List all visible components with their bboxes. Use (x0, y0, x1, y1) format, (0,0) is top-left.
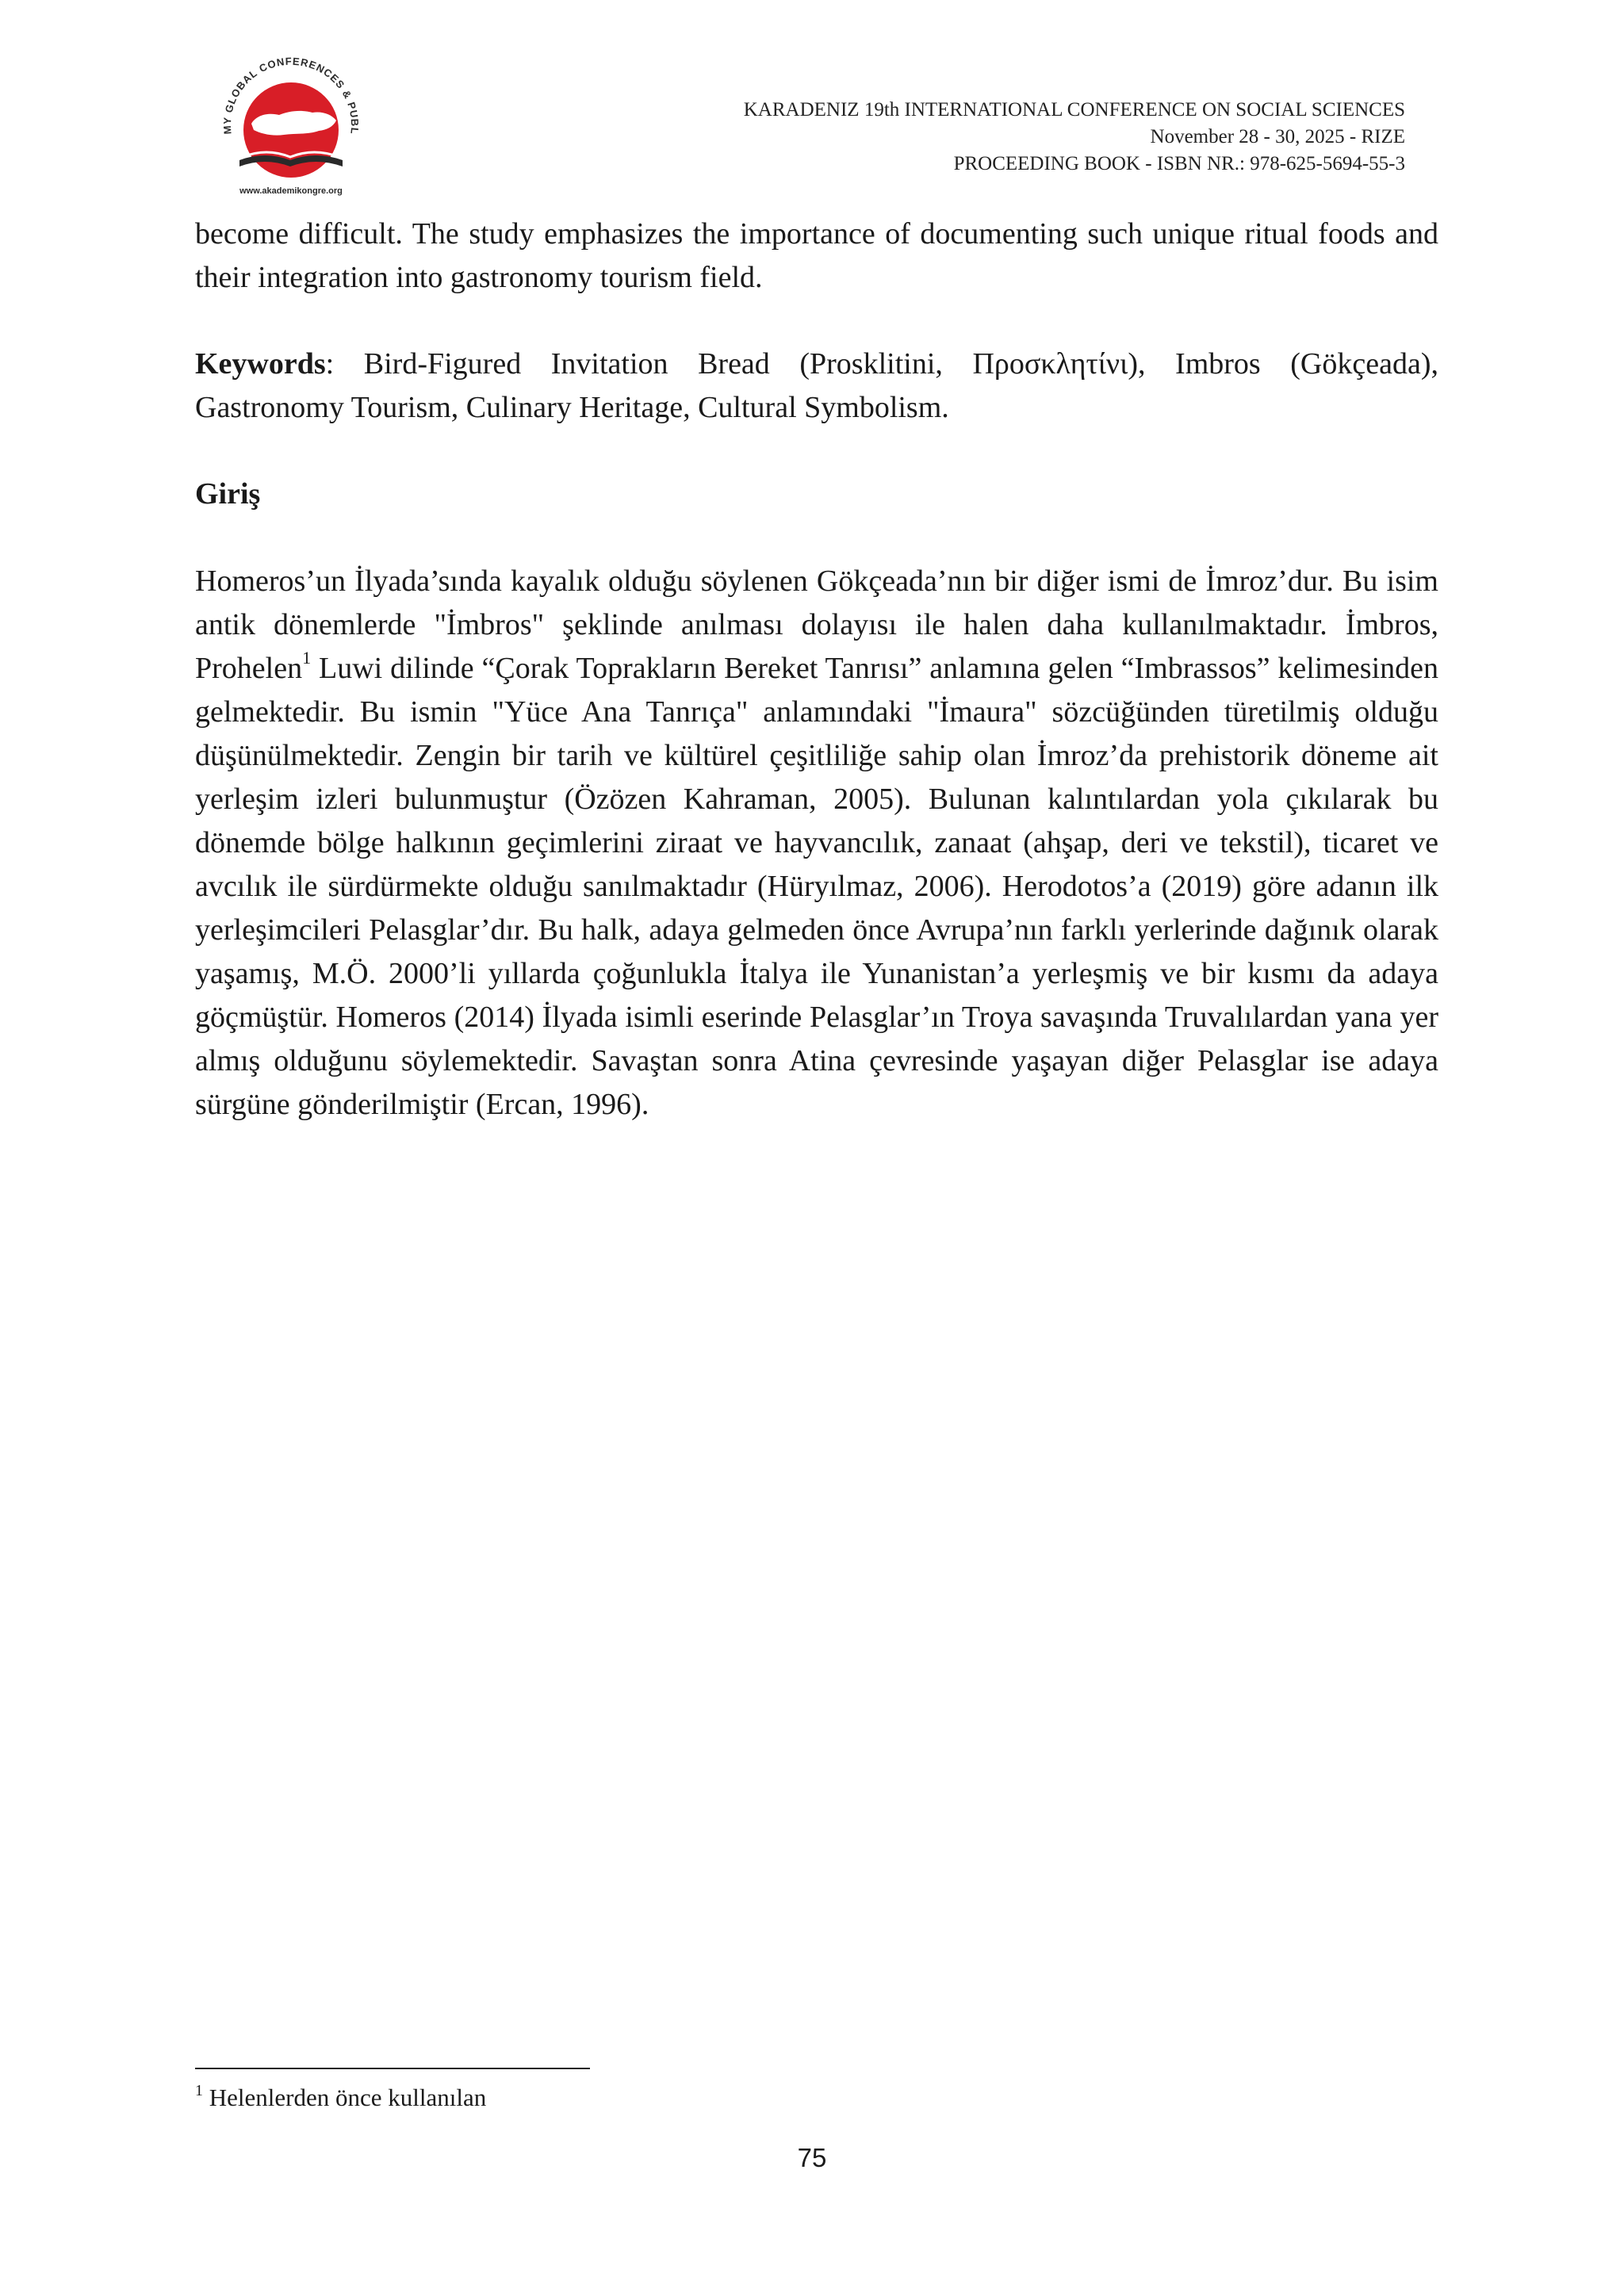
footnote-separator (195, 2068, 590, 2069)
keywords-text: : Bird-Figured Invitation Bread (Prosklitini, Προσκλητίνι), Imbros (Gökçeada), Gastronomy Tourism, Culinary Heritage, Cultural Symbolism. (195, 347, 1438, 424)
keywords-paragraph (195, 342, 1438, 430)
page-body (195, 212, 1438, 1127)
running-header (744, 97, 1405, 178)
header-isbn: PROCEEDING BOOK - ISBN NR.: 978-625-5694-55-3 (953, 153, 1405, 174)
page-number: 75 (797, 2143, 827, 2172)
keywords-label: Keywords (195, 347, 326, 381)
footnote-number: 1 (195, 2081, 203, 2099)
section-heading: Giriş (195, 477, 261, 511)
header-conference-title: KARADENIZ 19th INTERNATIONAL CONFERENCE ON SOCIAL SCIENCES (743, 99, 1405, 121)
footnote-text: Helenlerden önce kullanılan (203, 2084, 487, 2111)
footnote (195, 2082, 486, 2114)
logo-url-text: www.akademikongre.org (239, 186, 343, 196)
turkey-map-open-book-logo-icon (208, 41, 374, 200)
body-text-after-footnote: Luwi dilinde “Çorak Toprakların Bereket Tanrısı” anlamına gelen “Imbrassos” kelimesinden gelmektedir. Bu ismin "Yüce Ana Tanrıça" anlamındaki "İmaura" sözcüğünden türetilmiş olduğu düşünülmektedir. Zengin bir tarih ve kültürel çeşitliliğe sahip olan İmroz’da prehistorik döneme ait yerleşim izleri bulunmuştur (Özözen Kahraman, 2005). Bulunan kalıntılardan yola çıkılarak bu dönemde bölge halkının geçimlerini ziraat ve hayvancılık, zanaat (ahşap, deri ve tekstil), ticaret ve avcılık ile sürdürmekte olduğu sanılmaktadır (Hüryılmaz, 2006). Herodotos’a (2019) göre adanın ilk yerleşimcileri Pelasglar’dır. Bu halk, adaya gelmeden önce Avrupa’nın farklı yerlerinde dağınık olarak yaşamış, M.Ö. 2000’li yıllarda çoğunlukla İtalya ile Yunanistan’a yerleşmiş ve bir kısmı da adaya göçmüştür. Homeros (2014) İlyada isimli eserinde Pelasglar’ın Troya savaşında Truvalılardan yana yer almış olduğunu söylemektedir. Savaştan sonra Atina çevresinde yaşayan diğer Pelasglar ise adaya sürgüne gönderilmiştir (Ercan, 1996). (195, 652, 1438, 1121)
abstract-continuation: become difficult. The study emphasizes the importance of documenting such unique ritual foods and their integration into gastronomy tourism field. (195, 217, 1438, 294)
body-paragraph (195, 560, 1438, 1127)
header-conference-dates: November 28 - 30, 2025 - RIZE (1150, 126, 1405, 147)
conference-logo (208, 41, 374, 200)
logo-arc-text: MY GLOBAL CONFERENCES & PUBL (220, 55, 362, 136)
body-text-before-footnote: Homeros’un İlyada’sında kayalık olduğu söylenen Gökçeada’nın bir diğer ismi de İmroz’dur. Bu isim antik dönemlerde "İmbros" şeklinde anılması dolayısı ile halen daha kullanılmaktadır. İmbros, Prohelen (195, 564, 1438, 685)
footnote-reference[interactable]: 1 (302, 648, 312, 668)
